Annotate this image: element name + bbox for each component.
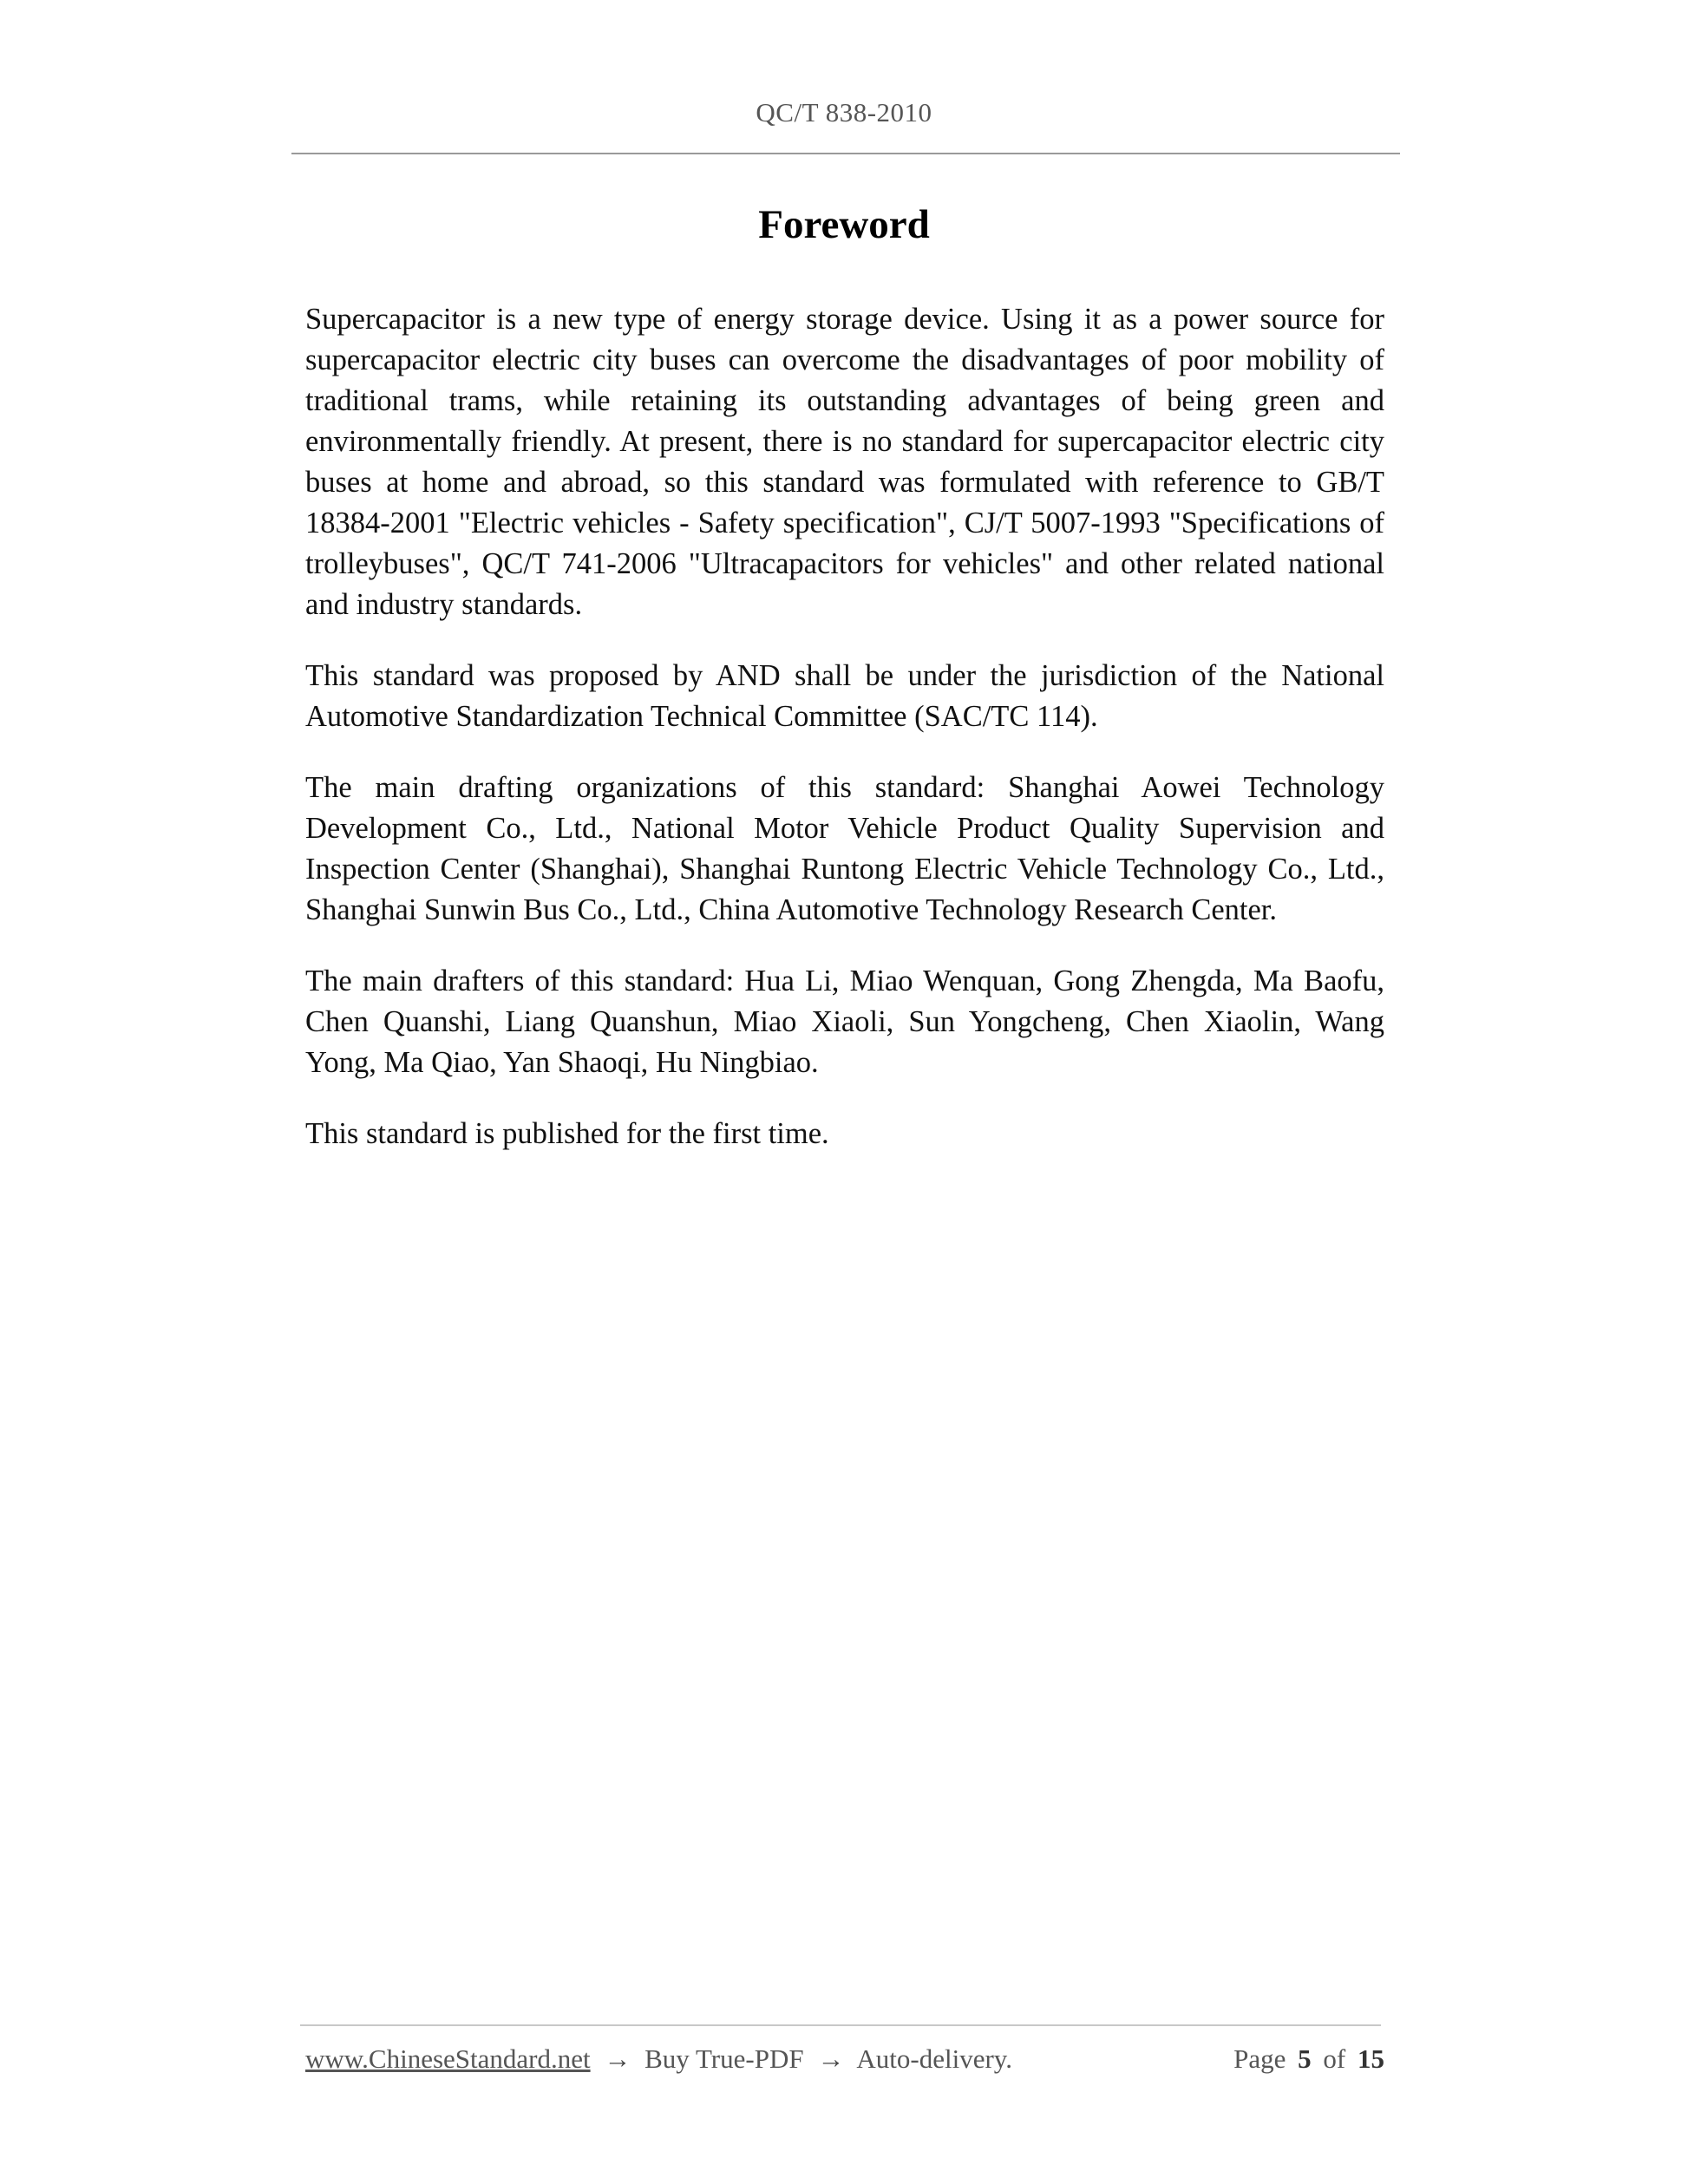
- footer-divider: [300, 2024, 1381, 2026]
- footer-promo: [305, 2043, 1012, 2075]
- foreword-body: [305, 299, 1384, 1185]
- of-label: of: [1323, 2043, 1346, 2074]
- arrow-right-icon: →: [604, 2043, 631, 2074]
- page-title: Foreword: [758, 202, 930, 247]
- page-footer: [305, 2043, 1384, 2075]
- page-label: Page: [1233, 2043, 1286, 2074]
- paragraph-proposal: This standard was proposed by AND shall be under the jurisdiction of the National Automotive Standardization Technical Committee (SAC/TC 114).: [305, 659, 1384, 733]
- page-number: 5: [1298, 2043, 1312, 2074]
- header-divider: [291, 153, 1400, 154]
- paragraph-drafters: The main drafters of this standard: Hua Li, Miao Wenquan, Gong Zhengda, Ma Baofu, Chen Quanshi, Liang Quanshun, Miao Xiaoli, Sun Yongcheng, Chen Xiaolin, Wang Yong, Ma Qiao, Yan Shaoqi, Hu Ningbiao.: [305, 964, 1384, 1079]
- buy-pdf-text: Buy True-PDF: [644, 2043, 804, 2074]
- header-doc-code: QC/T 838-2010: [756, 97, 932, 128]
- site-link[interactable]: www.ChineseStandard.net: [305, 2043, 591, 2074]
- paragraph-organizations: The main drafting organizations of this standard: Shanghai Aowei Technology Development Co., Ltd., National Motor Vehicle Product Quality Supervision and Inspection Center (Shanghai), Shanghai Runtong Electric Vehicle Technology Co., Ltd., Shanghai Sunwin Bus Co., Ltd., China Automotive Technology Research Center.: [305, 771, 1384, 926]
- auto-delivery-text: Auto-delivery.: [856, 2043, 1013, 2074]
- page-counter: [1228, 2043, 1384, 2075]
- page-total: 15: [1358, 2043, 1384, 2074]
- arrow-right-icon: →: [817, 2043, 845, 2074]
- paragraph-first-publication: This standard is published for the first time.: [305, 1117, 829, 1150]
- paragraph-intro: Supercapacitor is a new type of energy storage device. Using it as a power source for supercapacitor electric city buses can overcome the disadvantages of poor mobility of traditional trams, while retaining its outstanding advantages of being green and environmentally friendly. At present, there is no standard for supercapacitor electric city buses at home and abroad, so this standard was formulated with reference to GB/T 18384-2001 "Electric vehicles - Safety specification", CJ/T 5007-1993 "Specifications of trolleybuses", QC/T 741-2006 "Ultracapacitors for vehicles" and other related national and industry standards.: [305, 303, 1384, 621]
